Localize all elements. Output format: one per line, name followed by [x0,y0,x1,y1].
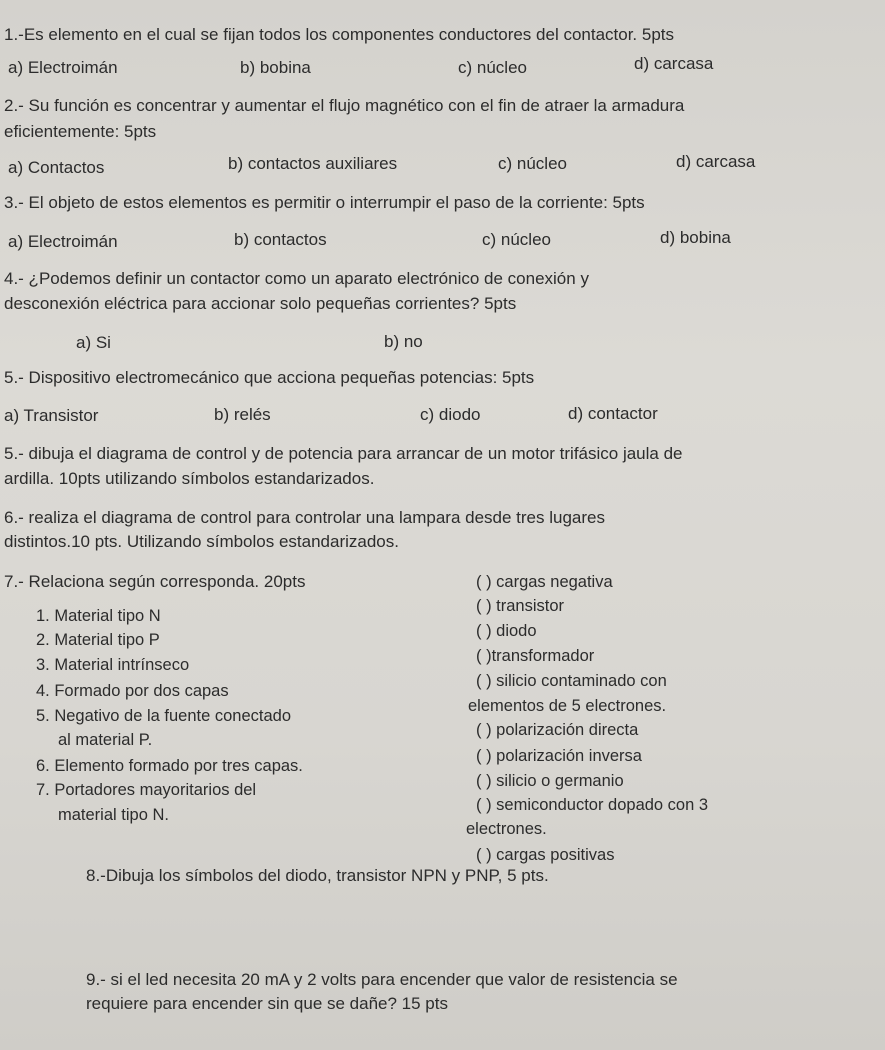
match-right-item-7: ( ) polarización inversa [476,747,642,765]
question-2-line-1: 2.- Su función es concentrar y aumentar el flujo magnético con el fin de atraer la armadura [4,96,685,115]
question-5-option-a: a) Transistor [4,406,99,425]
question-6-line-1: 6.- realiza el diagrama de control para controlar una lampara desde tres lugares [4,508,605,527]
question-5-title: 5.- Dispositivo electromecánico que acciona pequeñas potencias: 5pts [4,368,535,387]
question-4-line-1: 4.- ¿Podemos definir un contactor como un aparato electrónico de conexión y [4,269,589,288]
match-right-item-6: ( ) polarización directa [476,721,639,739]
question-1-option-b: b) bobina [240,58,311,77]
match-left-item-5-cont: al material P. [58,731,153,749]
question-8-title: 8.-Dibuja los símbolos del diodo, transistor NPN y PNP, 5 pts. [86,866,549,885]
match-right-item-8: ( ) silicio o germanio [476,772,624,790]
question-1-option-a: a) Electroimán [8,58,118,77]
question-2-option-a: a) Contactos [8,158,105,177]
match-left-item-3: 3. Material intrínseco [36,656,190,674]
match-right-item-4: ( )transformador [476,647,595,665]
match-right-item-3: ( ) diodo [476,622,537,640]
question-3-option-c: c) núcleo [482,230,551,249]
match-left-item-2: 2. Material tipo P [36,631,160,649]
match-left-item-1: 1. Material tipo N [36,607,161,625]
match-left-item-7-cont: material tipo N. [58,806,169,824]
question-3-option-d: d) bobina [660,228,731,247]
match-right-item-2: ( ) transistor [476,597,565,615]
match-right-item-10: ( ) cargas positivas [476,846,615,864]
match-right-item-9-cont: electrones. [466,820,547,838]
question-5-option-b: b) relés [214,405,271,424]
match-right-item-5-cont: elementos de 5 electrones. [468,697,667,715]
question-5-option-c: c) diodo [420,405,481,424]
match-right-item-9: ( ) semiconductor dopado con 3 [476,796,709,814]
question-1-title: 1.-Es elemento en el cual se fijan todos los componentes conductores del contactor. 5pts [4,25,675,44]
question-5b-line-2: ardilla. 10pts utilizando símbolos estandarizados. [4,469,375,488]
question-6-line-2: distintos.10 pts. Utilizando símbolos estandarizados. [4,532,399,551]
question-3-option-b: b) contactos [234,230,327,249]
question-7-title: 7.- Relaciona según corresponda. 20pts [4,572,306,591]
question-2-option-c: c) núcleo [498,154,567,173]
question-3-option-a: a) Electroimán [8,232,118,251]
question-5b-line-1: 5.- dibuja el diagrama de control y de potencia para arrancar de un motor trifásico jaula de [4,444,683,463]
question-3-title: 3.- El objeto de estos elementos es permitir o interrumpir el paso de la corriente: 5pts [4,193,645,212]
question-9-line-2: requiere para encender sin que se dañe? 15 pts [86,994,448,1013]
question-2-line-2: eficientemente: 5pts [4,122,157,141]
question-1-option-c: c) núcleo [458,58,527,77]
match-right-item-1: ( ) cargas negativa [476,573,613,591]
question-9-line-1: 9.- si el led necesita 20 mA y 2 volts para encender que valor de resistencia se [86,970,678,989]
question-5-option-d: d) contactor [568,404,658,423]
match-left-item-4: 4. Formado por dos capas [36,682,229,700]
question-4-option-a: a) Si [76,333,111,352]
question-4-line-2: desconexión eléctrica para accionar solo pequeñas corrientes? 5pts [4,294,517,313]
question-2-option-d: d) carcasa [676,152,756,171]
question-4-option-b: b) no [384,332,423,351]
match-left-item-6: 6. Elemento formado por tres capas. [36,757,303,775]
match-right-item-5: ( ) silicio contaminado con [476,672,667,690]
match-left-item-5: 5. Negativo de la fuente conectado [36,707,292,725]
match-left-item-7: 7. Portadores mayoritarios del [36,781,257,799]
question-1-option-d: d) carcasa [634,54,714,73]
question-2-option-b: b) contactos auxiliares [228,154,398,173]
